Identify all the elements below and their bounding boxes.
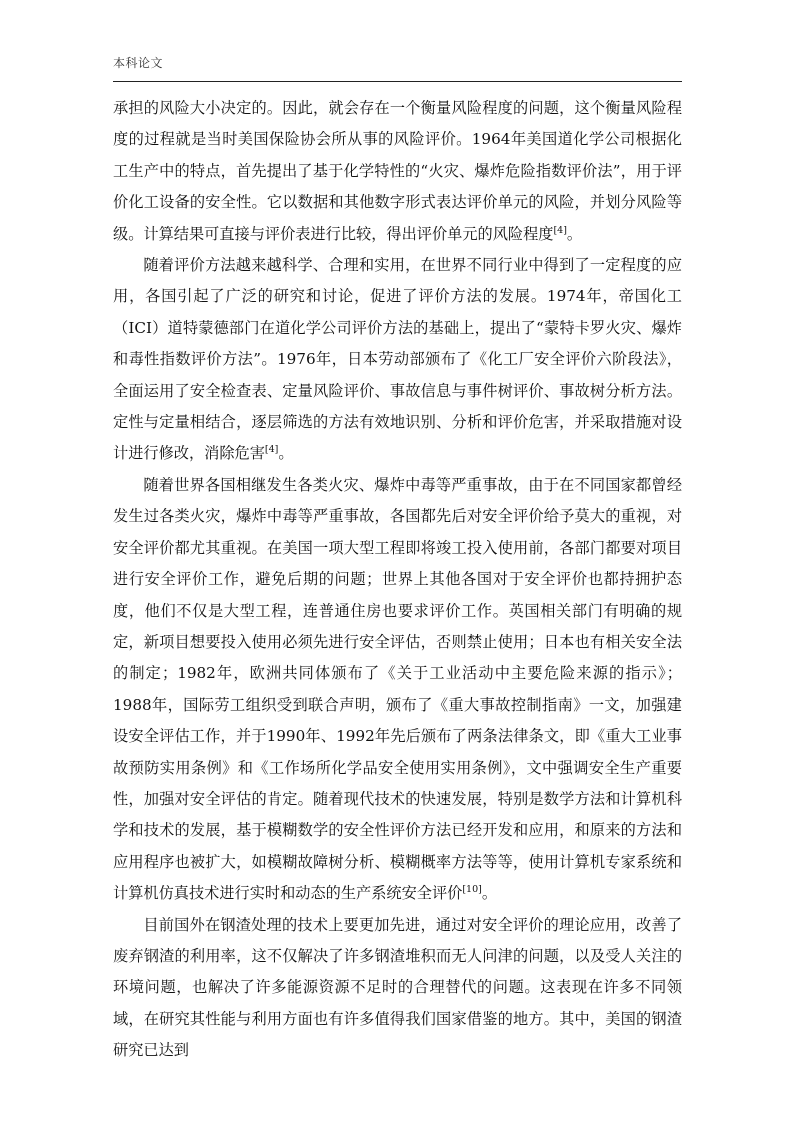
paragraph: [113, 93, 682, 250]
paragraph-tail: 。: [481, 884, 498, 903]
citation-marker: [10]: [462, 884, 482, 896]
paragraph: [113, 250, 682, 470]
paragraph-text: 随着世界各国相继发生各类火灾、爆炸中毒等严重事故，由于在不同国家都曾经发生过各类火灾，爆炸中毒等严重事故，各国都先后对安全评价给予莫大的重视，对安全评价都尤其重视。在美国一项大型工程即将竣工投入使用前，各部门都要对项目进行安全评价工作，避免后期的问题；世界上其他各国对于安全评价也都持拥护态度，他们不仅是大型工程，连普通住房也要求评价工作。英国相关部门有明确的规定，新项目想要投入使用必须先进行安全评估，否则禁止使用；日本也有相关安全法的制定；1982年，欧洲共同体颁布了《关于工业活动中主要危险来源的指示》；1988年，国际劳工组织受到联合声明，颁布了《重大事故控制指南》一文，加强建设安全评估工作，并于1990年、1992年先后颁布了两条法律条文，即《重大工业事故预防实用条例》和《工作场所化学品安全使用实用条例》，文中强调安全生产重要性，加强对安全评估的肯定。随着现代技术的快速发展，特别是数学方法和计算机科学和技术的发展，基于模糊数学的安全性评价方法已经开发和应用，和原来的方法和应用程序也被扩大，如模糊故障树分析、模糊概率方法等等，使用计算机专家系统和计算机仿真技术进行实时和动态的生产系统安全评价: [113, 475, 682, 903]
citation-marker: [4]: [264, 444, 279, 456]
paragraph-text: 承担的风险大小决定的。因此，就会存在一个衡量风险程度的问题，这个衡量风险程度的过程就是当时美国保险协会所从事的风险评价。1964年美国道化学公司根据化工生产中的特点，首先提出了基于化学特性的“火灾、爆炸危险指数评价法”，用于评价化工设备的安全性。它以数据和其他数字形式表达评价单元的风险，并划分风险等级。计算结果可直接与评价表进行比较，得出评价单元的风险程度: [113, 99, 682, 243]
citation-marker: [4]: [553, 224, 567, 236]
paragraph-tail: 。: [566, 224, 583, 243]
body-text: [113, 93, 682, 1067]
paragraph-text: 目前国外在钢渣处理的技术上要更加先进，通过对安全评价的理论应用，改善了废弃钢渣的利用率，这不仅解决了许多钢渣堆积而无人问津的问题，以及受人关注的环境问题，也解决了许多能源资源不足时的合理替代的问题。这表现在许多不同领域，在研究其性能与利用方面也有许多值得我们国家借鉴的地方。其中，美国的钢渣研究已达到: [113, 915, 682, 1060]
paragraph: [113, 470, 682, 910]
paragraph-text: 随着评价方法越来越科学、合理和实用，在世界不同行业中得到了一定程度的应用，各国引起了广泛的研究和讨论，促进了评价方法的发展。1974年，帝国化工（ICI）道特蒙德部门在道化学公司评价方法的基础上，提出了“蒙特卡罗火灾、爆炸和毒性指数评价方法”。1976年，日本劳动部颁布了《化工厂安全评价六阶段法》，全面运用了安全检查表、定量风险评价、事故信息与事件树评价、事故树分析方法。定性与定量相结合，逐层筛选的方法有效地识别、分析和评价危害，并采取措施对设计进行修改，消除危害: [113, 256, 682, 463]
paragraph-tail: 。: [278, 444, 294, 463]
running-header: 本科论文: [113, 56, 164, 70]
header-rule: [113, 81, 682, 82]
paragraph: [113, 910, 682, 1067]
